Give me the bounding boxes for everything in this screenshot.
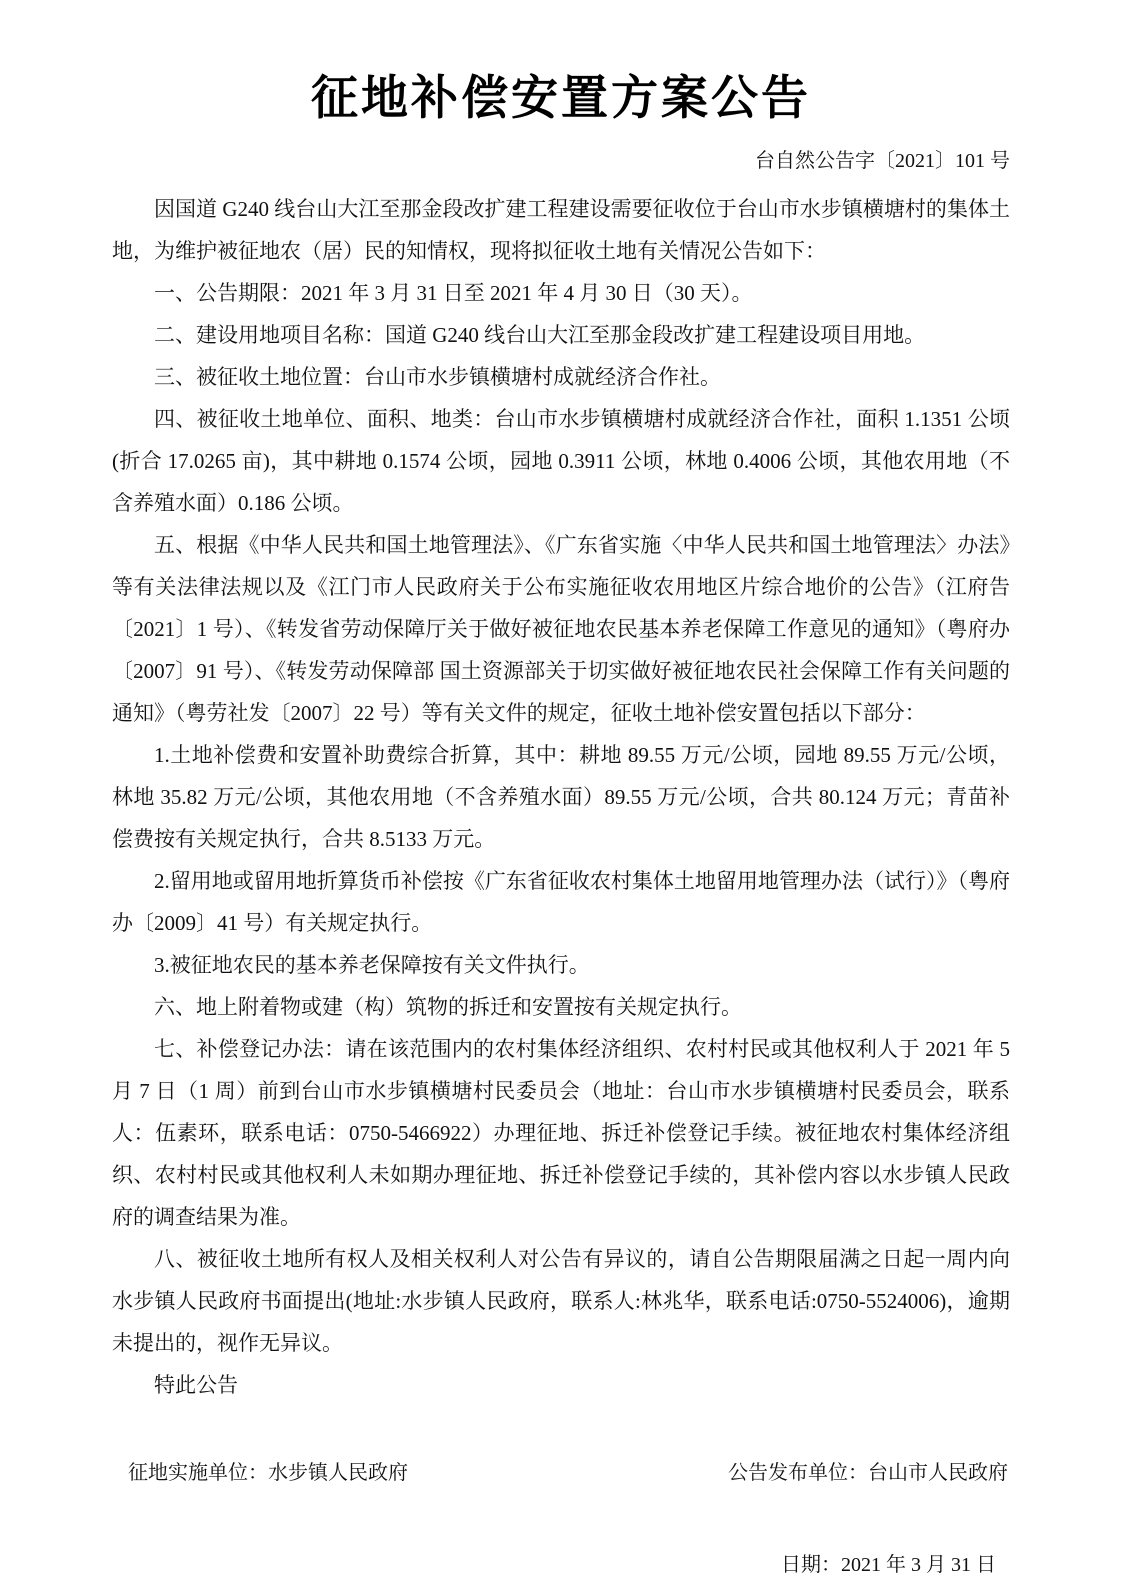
paragraph-intro: 因国道 G240 线台山大江至那金段改扩建工程建设需要征收位于台山市水步镇横塘村的集体土地，为维护被征地农（居）民的知情权，现将拟征收土地有关情况公告如下： [112, 197, 1010, 263]
paragraph-item-6: 六、地上附着物或建（构）筑物的拆迁和安置按有关规定执行。 [154, 995, 742, 1019]
paragraph-closing: 特此公告 [154, 1373, 238, 1397]
paragraph-item-4: 四、被征收土地单位、面积、地类：台山市水步镇横塘村成就经济合作社，面积 1.1351 公顷(折合 17.0265 亩)，其中耕地 0.1574 公顷，园地 0.3911 公顷，林地 0.4006 公顷，其他农用地（不含养殖水面）0.186 公顷。 [112, 407, 1010, 515]
paragraph-item-2: 二、建设用地项目名称：国道 G240 线台山大江至那金段改扩建工程建设项目用地。 [154, 323, 926, 347]
paragraph-item-7: 七、补偿登记办法：请在该范围内的农村集体经济组织、农村村民或其他权利人于 2021 年 5 月 7 日（1 周）前到台山市水步镇横塘村民委员会（地址：台山市水步镇横塘村民委员会，联系人：伍素环，联系电话：0750-5466922）办理征地、拆迁补偿登记手续。被征地农村集体经济组织、农村村民或其他权利人未如期办理征地、拆迁补偿登记手续的，其补偿内容以水步镇人民政府的调查结果为准。 [112, 1037, 1010, 1229]
document-date: 日期：2021 年 3 月 31 日 [781, 1554, 996, 1576]
implementing-unit: 征地实施单位：水步镇人民政府 [128, 1462, 408, 1484]
paragraph-item-8: 八、被征收土地所有权人及相关权利人对公告有异议的，请自公告期限届满之日起一周内向水步镇人民政府书面提出(地址:水步镇人民政府，联系人:林兆华，联系电话:0750-5524006)，逾期未提出的，视作无异议。 [112, 1247, 1010, 1355]
document-body [112, 188, 1010, 1406]
paragraph-item-5: 五、根据《中华人民共和国土地管理法》、《广东省实施〈中华人民共和国土地管理法〉办法》等有关法律法规以及《江门市人民政府关于公布实施征收农用地区片综合地价的公告》（江府告〔2021〕1 号）、《转发省劳动保障厅关于做好被征地农民基本养老保障工作意见的通知》（粤府办〔2007〕91 号）、《转发劳动保障部 国土资源部关于切实做好被征地农民社会保障工作有关问题的通知》（粤劳社发〔2007〕22 号）等有关文件的规定，征收土地补偿安置包括以下部分： [112, 533, 1010, 725]
issuing-unit: 公告发布单位：台山市人民政府 [728, 1462, 1008, 1484]
paragraph-item-5-sub-1: 1.土地补偿费和安置补助费综合折算，其中：耕地 89.55 万元/公顷，园地 89.55 万元/公顷，林地 35.82 万元/公顷，其他农用地（不含养殖水面）89.55 万元/公顷，合共 80.124 万元；青苗补偿费按有关规定执行，合共 8.5133 万元。 [112, 743, 1010, 851]
paragraph-item-5-sub-3: 3.被征地农民的基本养老保障按有关文件执行。 [154, 953, 590, 977]
paragraph-item-5-sub-2: 2.留用地或留用地折算货币补偿按《广东省征收农村集体土地留用地管理办法（试行）》（粤府办〔2009〕41 号）有关规定执行。 [112, 869, 1010, 935]
paragraph-item-1: 一、公告期限：2021 年 3 月 31 日至 2021 年 4 月 30 日（30 天）。 [154, 281, 753, 305]
paragraph-item-3: 三、被征收土地位置：台山市水步镇横塘村成就经济合作社。 [154, 365, 721, 389]
footer-units-row [112, 1458, 1010, 1488]
page-title: 征地补偿安置方案公告 [311, 73, 811, 125]
document-number: 台自然公告字〔2021〕101 号 [755, 150, 1010, 172]
